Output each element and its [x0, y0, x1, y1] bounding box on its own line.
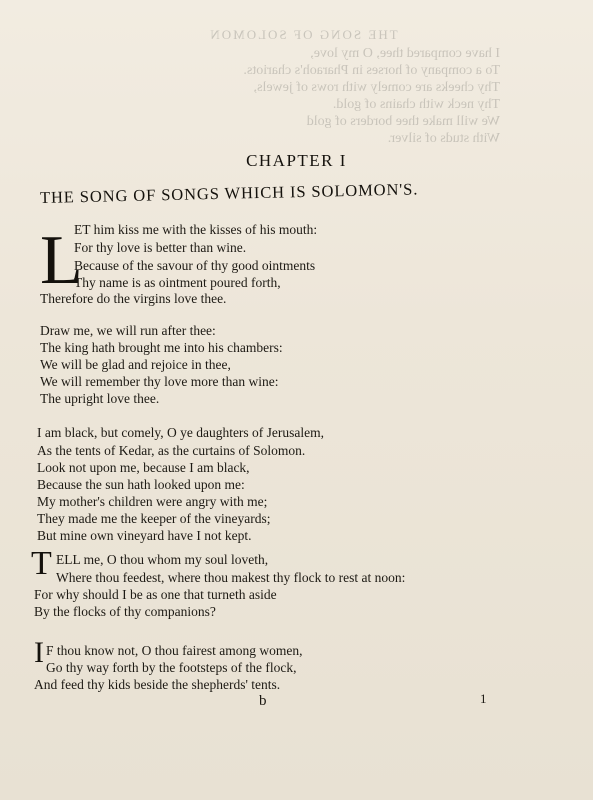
show-through-line: Thy neck with chains of gold. [332, 97, 500, 112]
verse-line: But mine own vineyard have I not kept. [37, 528, 252, 543]
verse-line: F thou know not, O thou fairest among women, [46, 643, 303, 658]
verse-line: As the tents of Kedar, as the curtains of Solomon. [37, 443, 306, 458]
book-title: THE SONG OF SONGS WHICH IS SOLOMON'S. [39, 179, 419, 207]
verse-line: They made me the keeper of the vineyards; [37, 511, 271, 526]
show-through-line: We will make thee borders of gold [306, 114, 500, 129]
drop-cap-L: L [40, 222, 83, 299]
verse-line: Thy name is as ointment poured forth, [74, 275, 281, 290]
verse-line: And feed thy kids beside the shepherds' tents. [34, 677, 281, 692]
verse-line: Because the sun hath looked upon me: [37, 477, 245, 492]
verse-line: My mother's children were angry with me; [37, 494, 268, 509]
page-number: 1 [480, 691, 487, 706]
show-through-heading: THE SONG OF SOLOMON [208, 27, 398, 42]
show-through-line: Thy cheeks are comely with rows of jewels, [253, 80, 500, 95]
drop-cap-T: T [31, 545, 52, 582]
show-through-line: To a company of horses in Pharaoh's chariots. [243, 63, 500, 78]
signature-mark: b [259, 693, 267, 709]
verse-line: Draw me, we will run after thee: [40, 323, 216, 338]
verse-line: Go thy way forth by the footsteps of the flock, [46, 660, 297, 675]
verse-line: For why should I be as one that turneth aside [34, 587, 277, 602]
verse-line: By the flocks of thy companions? [34, 604, 216, 619]
verse-line: We will be glad and rejoice in thee, [40, 357, 231, 372]
verse-line: The upright love thee. [40, 391, 160, 406]
verse-line: ET him kiss me with the kisses of his mouth: [74, 222, 318, 237]
drop-cap-I: I [34, 636, 44, 669]
verse-line: ELL me, O thou whom my soul loveth, [56, 552, 269, 567]
verse-line: For thy love is better than wine. [74, 240, 247, 255]
verse-line: Therefore do the virgins love thee. [40, 291, 227, 306]
verse-line: The king hath brought me into his chambers: [40, 340, 283, 355]
verse-line: Look not upon me, because I am black, [37, 460, 250, 475]
verse-line: We will remember thy love more than wine: [40, 374, 279, 389]
verse-line: I am black, but comely, O ye daughters of Jerusalem, [37, 425, 325, 440]
show-through-line: I have compared thee, O my love, [310, 46, 500, 61]
show-through-text [243, 45, 500, 147]
show-through-line: With studs of silver. [387, 131, 500, 146]
chapter-heading: CHAPTER I [246, 151, 347, 170]
verse-line: Where thou feedest, where thou makest thy flock to rest at noon: [56, 570, 406, 585]
verse-line: Because of the savour of thy good ointments [74, 258, 316, 273]
